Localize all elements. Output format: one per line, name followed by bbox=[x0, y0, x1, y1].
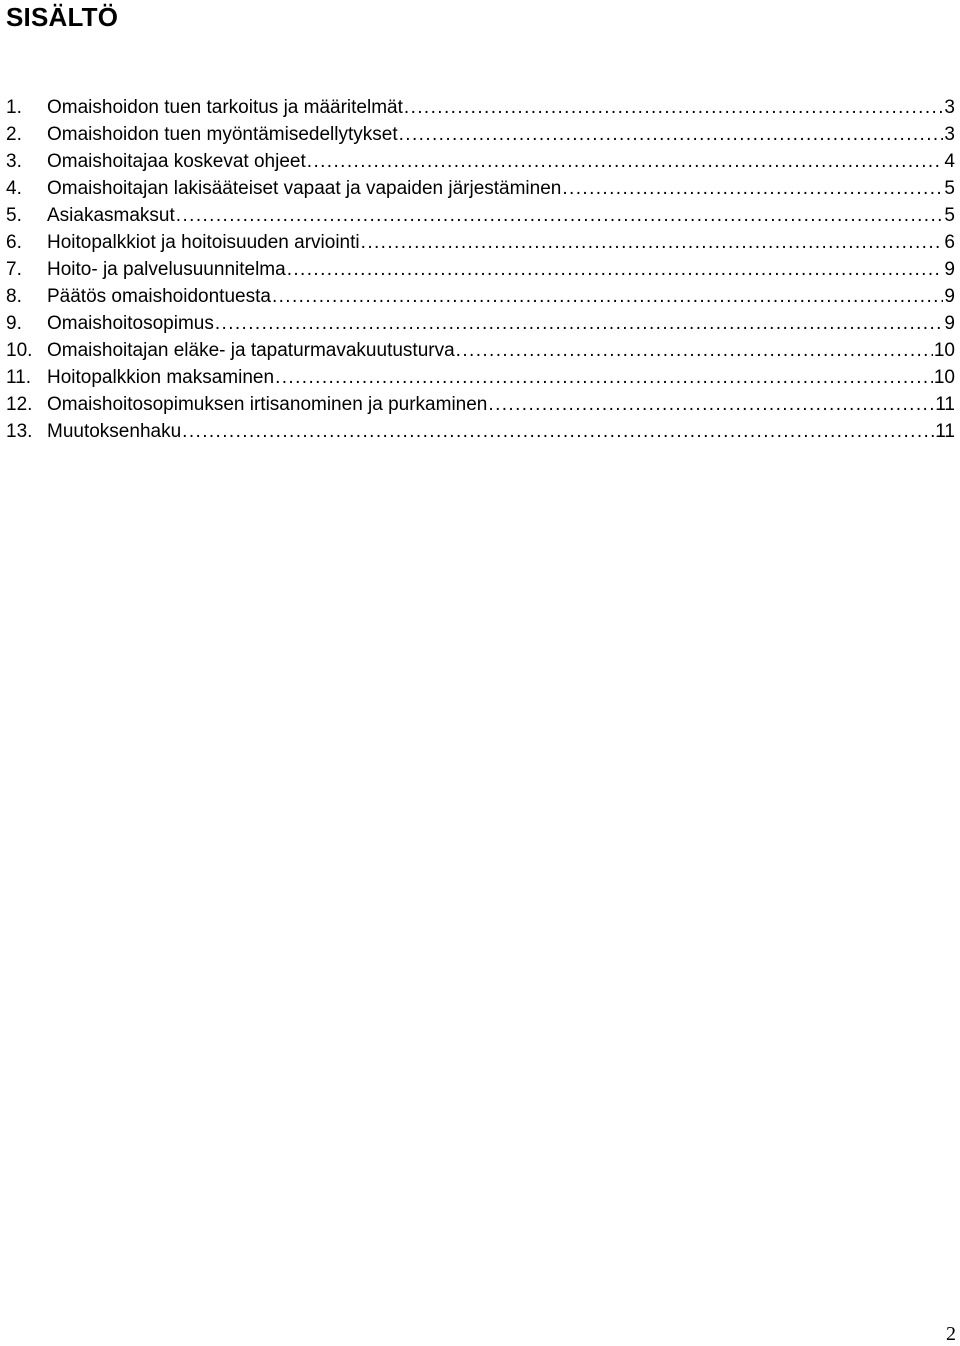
toc-dot-leader bbox=[287, 256, 944, 283]
toc-entry[interactable] bbox=[6, 418, 955, 445]
toc-entry-number: 12. bbox=[6, 394, 33, 415]
toc-entry-label: Muutoksenhaku bbox=[47, 421, 182, 442]
toc-entry[interactable] bbox=[6, 364, 955, 391]
toc-entry-number: 1. bbox=[6, 97, 22, 118]
toc-entry[interactable] bbox=[6, 391, 955, 418]
toc-entry-number: 6. bbox=[6, 232, 22, 253]
toc-dot-leader bbox=[361, 229, 944, 256]
toc-entry[interactable] bbox=[6, 94, 955, 121]
toc-dot-leader bbox=[176, 202, 944, 229]
toc-entry-page: 11 bbox=[935, 394, 955, 415]
toc-entry[interactable] bbox=[6, 229, 955, 256]
toc-entry[interactable] bbox=[6, 202, 955, 229]
toc-entry-label: Omaishoitosopimuksen irtisanominen ja purkaminen bbox=[47, 394, 488, 415]
toc-entry-number: 10. bbox=[6, 340, 33, 361]
toc-dot-leader bbox=[488, 391, 934, 418]
toc-entry[interactable] bbox=[6, 148, 955, 175]
toc-entry-label: Omaishoitajan eläke- ja tapaturmavakuutusturva bbox=[47, 340, 455, 361]
page-title: SISÄLTÖ bbox=[6, 2, 119, 32]
toc-entry-page: 11 bbox=[935, 421, 955, 442]
toc-entry-label: Hoitopalkkiot ja hoitoisuuden arviointi bbox=[47, 232, 360, 253]
toc-entry-label: Hoitopalkkion maksaminen bbox=[47, 367, 275, 388]
toc-dot-leader bbox=[272, 283, 943, 310]
toc-entry-page: 5 bbox=[944, 205, 955, 226]
toc-entry-page: 4 bbox=[944, 151, 955, 172]
toc-entry-number: 7. bbox=[6, 259, 22, 280]
toc-entry-page: 3 bbox=[944, 124, 955, 145]
toc-entry-label: Omaishoidon tuen tarkoitus ja määritelmät bbox=[47, 97, 403, 118]
toc-entry-page: 10 bbox=[933, 340, 955, 361]
toc-entry[interactable] bbox=[6, 310, 955, 337]
toc-dot-leader bbox=[215, 310, 944, 337]
toc-entry[interactable] bbox=[6, 121, 955, 148]
toc-dot-leader bbox=[399, 121, 944, 148]
toc-entry-label: Päätös omaishoidontuesta bbox=[47, 286, 271, 307]
toc-entry-page: 9 bbox=[944, 286, 955, 307]
toc-entry-number: 4. bbox=[6, 178, 22, 199]
toc-entry-label: Asiakasmaksut bbox=[47, 205, 175, 226]
toc-entry-page: 9 bbox=[944, 313, 955, 334]
toc-entry[interactable] bbox=[6, 337, 955, 364]
toc-entry[interactable] bbox=[6, 283, 955, 310]
toc-entry-number: 9. bbox=[6, 313, 22, 334]
toc-dot-leader bbox=[404, 94, 944, 121]
toc-entry-number: 11. bbox=[6, 367, 32, 388]
toc-entry-label: Omaishoidon tuen myöntämisedellytykset bbox=[47, 124, 398, 145]
toc-entry-label: Omaishoitajaa koskevat ohjeet bbox=[47, 151, 306, 172]
toc-entry-label: Omaishoitajan lakisääteiset vapaat ja vapaiden järjestäminen bbox=[47, 178, 562, 199]
toc-entry-number: 2. bbox=[6, 124, 22, 145]
toc-entry-label: Omaishoitosopimus bbox=[47, 313, 214, 334]
toc-dot-leader bbox=[307, 148, 944, 175]
table-of-contents bbox=[6, 94, 955, 445]
toc-entry-page: 10 bbox=[933, 367, 955, 388]
page-number: 2 bbox=[946, 1323, 956, 1345]
toc-dot-leader bbox=[562, 175, 943, 202]
toc-dot-leader bbox=[182, 418, 934, 445]
toc-entry-page: 5 bbox=[944, 178, 955, 199]
toc-dot-leader bbox=[275, 364, 933, 391]
toc-entry-label: Hoito- ja palvelusuunnitelma bbox=[47, 259, 286, 280]
toc-dot-leader bbox=[456, 337, 933, 364]
toc-entry-page: 6 bbox=[944, 232, 955, 253]
toc-entry-number: 13. bbox=[6, 421, 33, 442]
toc-entry-number: 8. bbox=[6, 286, 22, 307]
toc-entry-number: 5. bbox=[6, 205, 22, 226]
toc-entry[interactable] bbox=[6, 256, 955, 283]
toc-entry[interactable] bbox=[6, 175, 955, 202]
toc-entry-page: 3 bbox=[944, 97, 955, 118]
toc-entry-number: 3. bbox=[6, 151, 22, 172]
toc-entry-page: 9 bbox=[944, 259, 955, 280]
